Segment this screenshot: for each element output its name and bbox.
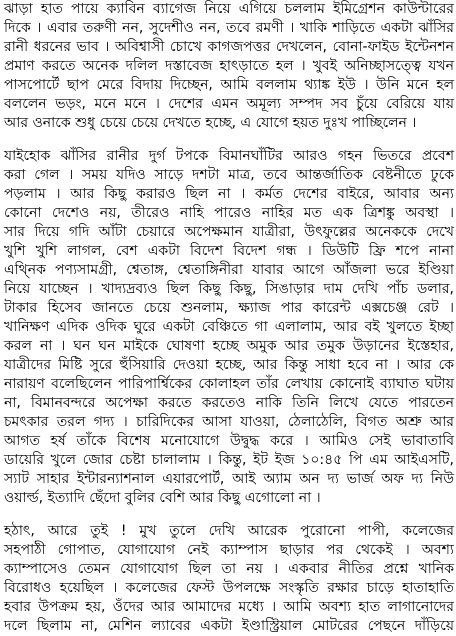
text-line: পাসপোর্টে ছাপ মেরে বিদায় দিচ্ছেন, আমি বললাম থ্যাঙ্ক ইউ । উনি মনে হল — [4, 77, 454, 93]
text-line: ডায়েরি খুলে জোর চেষ্টা চালালাম । কিন্তু, ইট ইজ ১০:৪৫ পি এম আইএসটি, — [4, 452, 454, 468]
text-line: এথ্নিক পণ্যসামগ্রী, শ্বেতাঙ্গ, শ্বেতাঙ্গিনীরা যাবার আগে আঁজলা ভরে ইণ্ডিয়া — [4, 262, 454, 278]
text-line: ওয়ার্ল্ড, ইত্যাদি ছেঁদো বুলির বেশি আর কিছু এগোলো না । — [4, 490, 321, 506]
text-line: চমৎকার তরল গদ্য । চারিদিকের আসা যাওয়া, ঠেলাঠেলি, বিগত অশ্রু আর — [4, 414, 454, 430]
text-line: প্রমাণ করতে অনেক দলিল দস্তাবেজ হাৎড়াতে হল । খুবই অনিচ্ছাসত্ত্বে যখন — [4, 58, 454, 74]
text-line: সার দিয়ে গদি আঁটা চেয়ারে অপেক্ষমান যাত্রীরা, উৎফুল্লের অনেককে দেখে — [4, 224, 454, 240]
document-page — [4, 0, 454, 634]
text-line: দলে ছিলাম না, মেশিন ল্যাবের একটা ইণ্ডাস্ট্রিয়াল মোটরের পেছনে দাঁড়িয়ে — [4, 618, 454, 634]
text-line: বললেন ভড়ং, মনে মনে । দেশের এমন অমূল্য সম্পদ সব চুঁয়ে বেরিয়ে যায় — [4, 96, 454, 112]
paragraph-immigration — [4, 0, 454, 133]
text-line: করল না । ঘন ঘন মাইকে ঘোষণা হচ্ছে অমুক আর তমুক উড়ানের ইস্তেহার, — [4, 338, 454, 354]
text-line: ক্যাম্পাসেও তেমন যোগাযোগ ছিল তা নয় । একবার নীতির প্রশ্নে খানিক — [4, 561, 454, 577]
paragraph-old-classmate — [4, 522, 454, 636]
text-line: যাত্রীদের মিষ্টি সুরে হুঁসিয়ারি দেওয়া হচ্ছে, আর কিন্তু সাধা হবে না । আর কে — [4, 357, 454, 373]
paragraph-gap — [4, 133, 454, 147]
text-line: খানিক্ষণ এদিক ওদিক ঘুরে একটা বেঞ্চিতে গা এলালাম, আর বই খুলতে ইচ্ছা — [4, 319, 454, 335]
text-line: আর ওনাকে শুধু চেয়ে চেয়ে দেখতে হচ্ছে, এ যোগে হয়ত দুঃখ পাচ্ছিলেন । — [4, 115, 417, 131]
text-line: পড়লাম । আর কিছু করারও ছিল না । কর্মত দেশের বাইরে, আবার অন্য — [4, 186, 454, 202]
text-line: যাইহোক ঝাঁসির রানীর দুর্গ টপকে বিমানঘাঁটির আরও গহন ভিতরে প্রবেশ — [4, 148, 454, 164]
text-line: নিয়ে যাচ্ছেন । খাদ্যদ্রব্যও ছিল কিছু কিছু, সিঙাড়ার দাম দেখি পাঁচ ডলার, — [4, 281, 454, 297]
text-line: সহপাঠী গোপাত, যোগাযোগ নেই ক্যাম্পাস ছাড়ার পর থেকেই । অবশ্য — [4, 542, 454, 558]
text-line: রানী ধরনের ভাব । অবিশ্বাসী চোখে কাগজপত্তর দেখলেন, বোনা-ফাইড ইন্টেনশন — [4, 39, 454, 55]
text-line: করা গেল । সময় যদিও সাড়ে দশটা মাত্র, তবে আন্তর্জাতিক বেষ্টনীতে ঢুকে — [4, 167, 454, 183]
text-line: কোনো দেশেও নয়, তীরেও নাহি পারেও নাহির মত এক ত্রিশঙ্কু অবস্থা । — [4, 205, 454, 221]
text-line: বিরোধও হয়েছিল । কলেজের ফেস্ট উপলক্ষে সংস্কৃতি রক্ষার চাড়ে হাতাহাতি — [4, 580, 454, 596]
text-line: স্যাট সাহার ইন্টারন্যাশনাল এয়ারপোর্ট, আই অ্যাম অন দ্য ভার্জ অফ দ্য নিউ — [4, 471, 454, 487]
text-line: খুশি খুশি লাগল, বেশ একটা বিদেশ বিদেশ গন্ধ । ডিউটি ফ্রি শপে নানা — [4, 243, 454, 259]
text-line: দিকে । এবার তরুণী নন, সুদেশীও নন, তবে রমণী । খাকি শাড়িতে একটা ঝাঁসির — [4, 20, 454, 36]
text-line: হঠাৎ, আরে তুই ! মুখ তুলে দেখি আরেক পুরোনো পাপী, কলেজের — [4, 523, 454, 539]
text-line: ঝাড়া হাত পায়ে ক্যাবিন ব্যাগেজ নিয়ে এগিয়ে চললাম ইমিগ্রেশন কাউন্টারের — [4, 1, 454, 17]
text-line: টাকার হিসেব জানতে চেয়ে শুনলাম, ক্ষ্যাজ পার কারেন্ট এক্সচেঞ্জ রেট । — [4, 300, 454, 316]
paragraph-departure-lounge — [4, 147, 454, 508]
text-line: নারায়ণ বলেছিলেন পারিপার্শ্বিকের কোলাহল তাঁর লেখায় কোনোই ব্যাঘাত ঘটায় — [4, 376, 454, 392]
text-line: আগত হর্ষ তাঁকে বিশেষ মনোযোগে উদ্বুদ্ধ করে । আমিও সেই ভাবাতাবি — [4, 433, 454, 449]
text-line: হবার উপক্রম হয়, ওঁদের আর আমাদের মধ্যে । আমি অবশ্য হাত লাগানোদের — [4, 599, 454, 615]
text-line: না, বিমানবন্দরে অপেক্ষা করতে করতেও নাকি তিনি লিখে যেতে পারতেন — [4, 395, 454, 411]
paragraph-gap — [4, 508, 454, 522]
